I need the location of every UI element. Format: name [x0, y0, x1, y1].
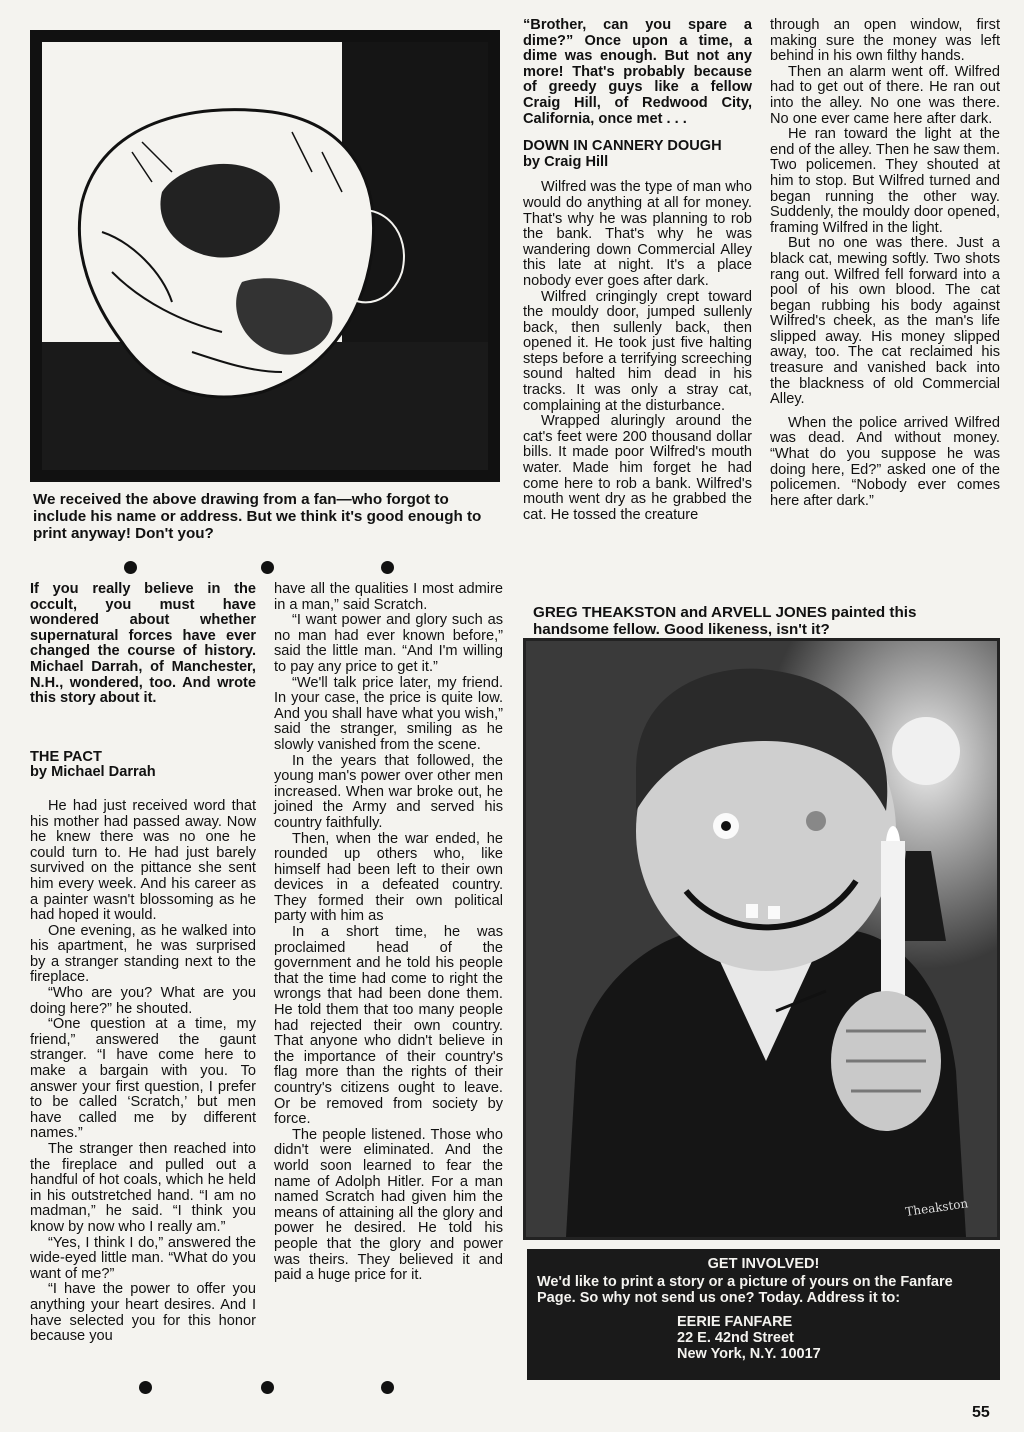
cannery-paragraph: Then an alarm went off. Wilfred had to get out of there. He ran out into the alley. No one was there. No one ever came here after dark.	[770, 63, 1000, 127]
cannery-paragraph: When the police arrived Wilfred was dead. And without money. “What do you suppose he was doing here, Ed?” asked one of the policemen. “Nobody ever comes here after dark.”	[770, 414, 1000, 509]
pact-title: THE PACT	[30, 748, 102, 765]
address-line: New York, N.Y. 10017	[677, 1346, 821, 1362]
pact-paragraph: have all the qualities I most admire in a man,” said Scratch.	[274, 581, 503, 613]
separator-dot	[381, 561, 394, 574]
pact-paragraph: “We'll talk price later, my friend. In your case, the price is quite low. And you shall have what you wish,” said the stranger, smiling as he slowly vanished from the scene.	[274, 674, 503, 753]
cannery-paragraph: Wrapped aluringly around the cat's feet were 200 thousand dollar bills. It made poor Wilfred's mouth water. Made him forget he had come here to rob a bank. Wilfred's mouth went dry as he grabbed the cat. He tossed the creature	[523, 413, 752, 523]
pact-paragraph: The stranger then reached into the fireplace and pulled out a handful of hot coals, which he held in his outstretched hand. “I am no madman,” he said. “I think you know by now who I really am.”	[30, 1141, 256, 1235]
pact-paragraph: “I want power and glory such as no man had ever known before,” said the little man. “And I'm willing to pay any price to get it.”	[274, 612, 503, 675]
get-involved-title: GET INVOLVED!	[707, 1256, 820, 1272]
cannery-intro: “Brother, can you spare a dime?” Once upon a time, a dime was enough. But not any more! That's probably because of greedy guys like a fellow Craig Hill, of Redwood City, California, once met . . .	[523, 17, 752, 127]
portrait-painting	[526, 641, 997, 1237]
separator-dot	[261, 1381, 274, 1394]
cannery-paragraph: Wilfred cringingly crept toward the mouldy door, jumped sullenly back, then sullenly back, then opened it. He took just five halting steps before a terrifying screeching sound halted him dead in his tracks. It was only a stray cat, complaining at the disturbance.	[523, 288, 752, 414]
pact-paragraph: He had just received word that his mother had passed away. Now he knew there was no one he could turn to. He had just barely survived on the pittance she sent him every week. And his career as a painter wasn't blossoming as he had hoped it would.	[30, 797, 256, 924]
address-line: 22 E. 42nd Street	[677, 1330, 794, 1346]
pact-paragraph: In the years that followed, the young man's power over other men increased. When war broke out, he joined the Army and served his country faithfully.	[274, 752, 503, 831]
get-involved-body: We'd like to print a story or a picture of yours on the Fanfare Page. So why not send us one? Today. Address it to:	[537, 1274, 953, 1306]
pact-paragraph: In a short time, he was proclaimed head of the government and he told his people that the time had come to right the wrongs that had been done them. He told them that too many people had rejected their own country. That anyone who didn't believe in the importance of their country's flag more than the rights of their country's citizens ought to leave. Or be removed from society by force.	[274, 924, 503, 1128]
separator-dot	[261, 561, 274, 574]
get-involved-box	[527, 1249, 1000, 1380]
cannery-byline: by Craig Hill	[523, 153, 609, 170]
pact-column-1	[30, 582, 256, 1345]
pact-paragraph: “One question at a time, my friend,” answered the gaunt stranger. “I have come here to make a bargain with you. To answer your first question, I prefer to be called ‘Scratch,’ but men have called me by different names.”	[30, 1016, 256, 1142]
page-number: 55	[972, 1404, 990, 1421]
cannery-paragraph: He ran toward the light at the end of the alley. Then he saw them. Two policemen. They shouted at him to stop. But Wilfred turned and began running the other way. Suddenly, the mouldy door opened, framing Wilfred in the light.	[770, 126, 1000, 236]
pact-paragraph: “Yes, I think I do,” answered the wide-eyed little man. “What do you want of me?”	[30, 1234, 256, 1282]
mailing-address	[677, 1314, 990, 1362]
painting-caption: GREG THEAKSTON and ARVELL JONES painted this handsome fellow. Good likeness, isn't it?	[533, 604, 917, 638]
pact-intro: If you really believe in the occult, you must have wondered about whether supernatural forces have ever changed the course of history. Michael Darrah, of Manchester, N.H., wondered, too. And wrote this story about it.	[30, 581, 256, 707]
fan-drawing-caption: We received the above drawing from a fan—who forgot to include his name or address. But we think it's good enough to print anyway! Don't you?	[33, 491, 482, 542]
pact-paragraph: “I have the power to offer you anything your heart desires. And I have selected you for this honor because you	[30, 1281, 256, 1345]
painting-signature: Theakston	[904, 1196, 970, 1219]
cannery-paragraph: But no one was there. Just a black cat, mewing softly. Two shots rang out. Wilfred fell forward into a pool of his own blood. The cat began rubbing his body against Wilfred's cheek, as the man's life slipped away. His money slipped away, too. The cat reclaimed his treasure and vanished back into the blackness of old Commercial Alley.	[770, 235, 1000, 408]
cannery-paragraph: Wilfred was the type of man who would do anything at all for money. That's why he was planning to rob the bank. That's why he was wandering down Commercial Alley this late at night. It's a place nobody ever goes after dark.	[523, 179, 752, 289]
separator-dot	[381, 1381, 394, 1394]
address-line: EERIE FANFARE	[677, 1314, 793, 1330]
cannery-title: DOWN IN CANNERY DOUGH	[523, 138, 722, 155]
fan-painting	[523, 638, 1000, 1240]
cannery-column-2	[770, 18, 1000, 509]
pact-paragraph: Then, when the war ended, he rounded up others who, like himself had been left to their own devices in a defeated country. They formed their own political party with him as	[274, 830, 503, 925]
pact-paragraph: The people listened. Those who didn't were eliminated. And the world soon learned to fear the name of Adolph Hitler. For a man named Scratch had given him the means of attaining all the glory and power he desired. He told his people that the glory and power was theirs. They believed it and paid a huge price for it.	[274, 1126, 503, 1284]
fan-drawing	[30, 30, 500, 482]
pact-byline: by Michael Darrah	[30, 764, 156, 781]
separator-dot	[139, 1381, 152, 1394]
pact-paragraph: One evening, as he walked into his apartment, he was surprised by a stranger standing next to the fireplace.	[30, 922, 256, 986]
pact-column-2	[274, 582, 503, 1284]
cannery-column-1	[523, 18, 752, 523]
cannery-paragraph: through an open window, first making sure the money was left behind in his own filthy hands.	[770, 17, 1000, 65]
separator-dot	[124, 561, 137, 574]
pact-paragraph: “Who are you? What are you doing here?” he shouted.	[30, 985, 256, 1017]
skull-illustration	[42, 42, 488, 470]
